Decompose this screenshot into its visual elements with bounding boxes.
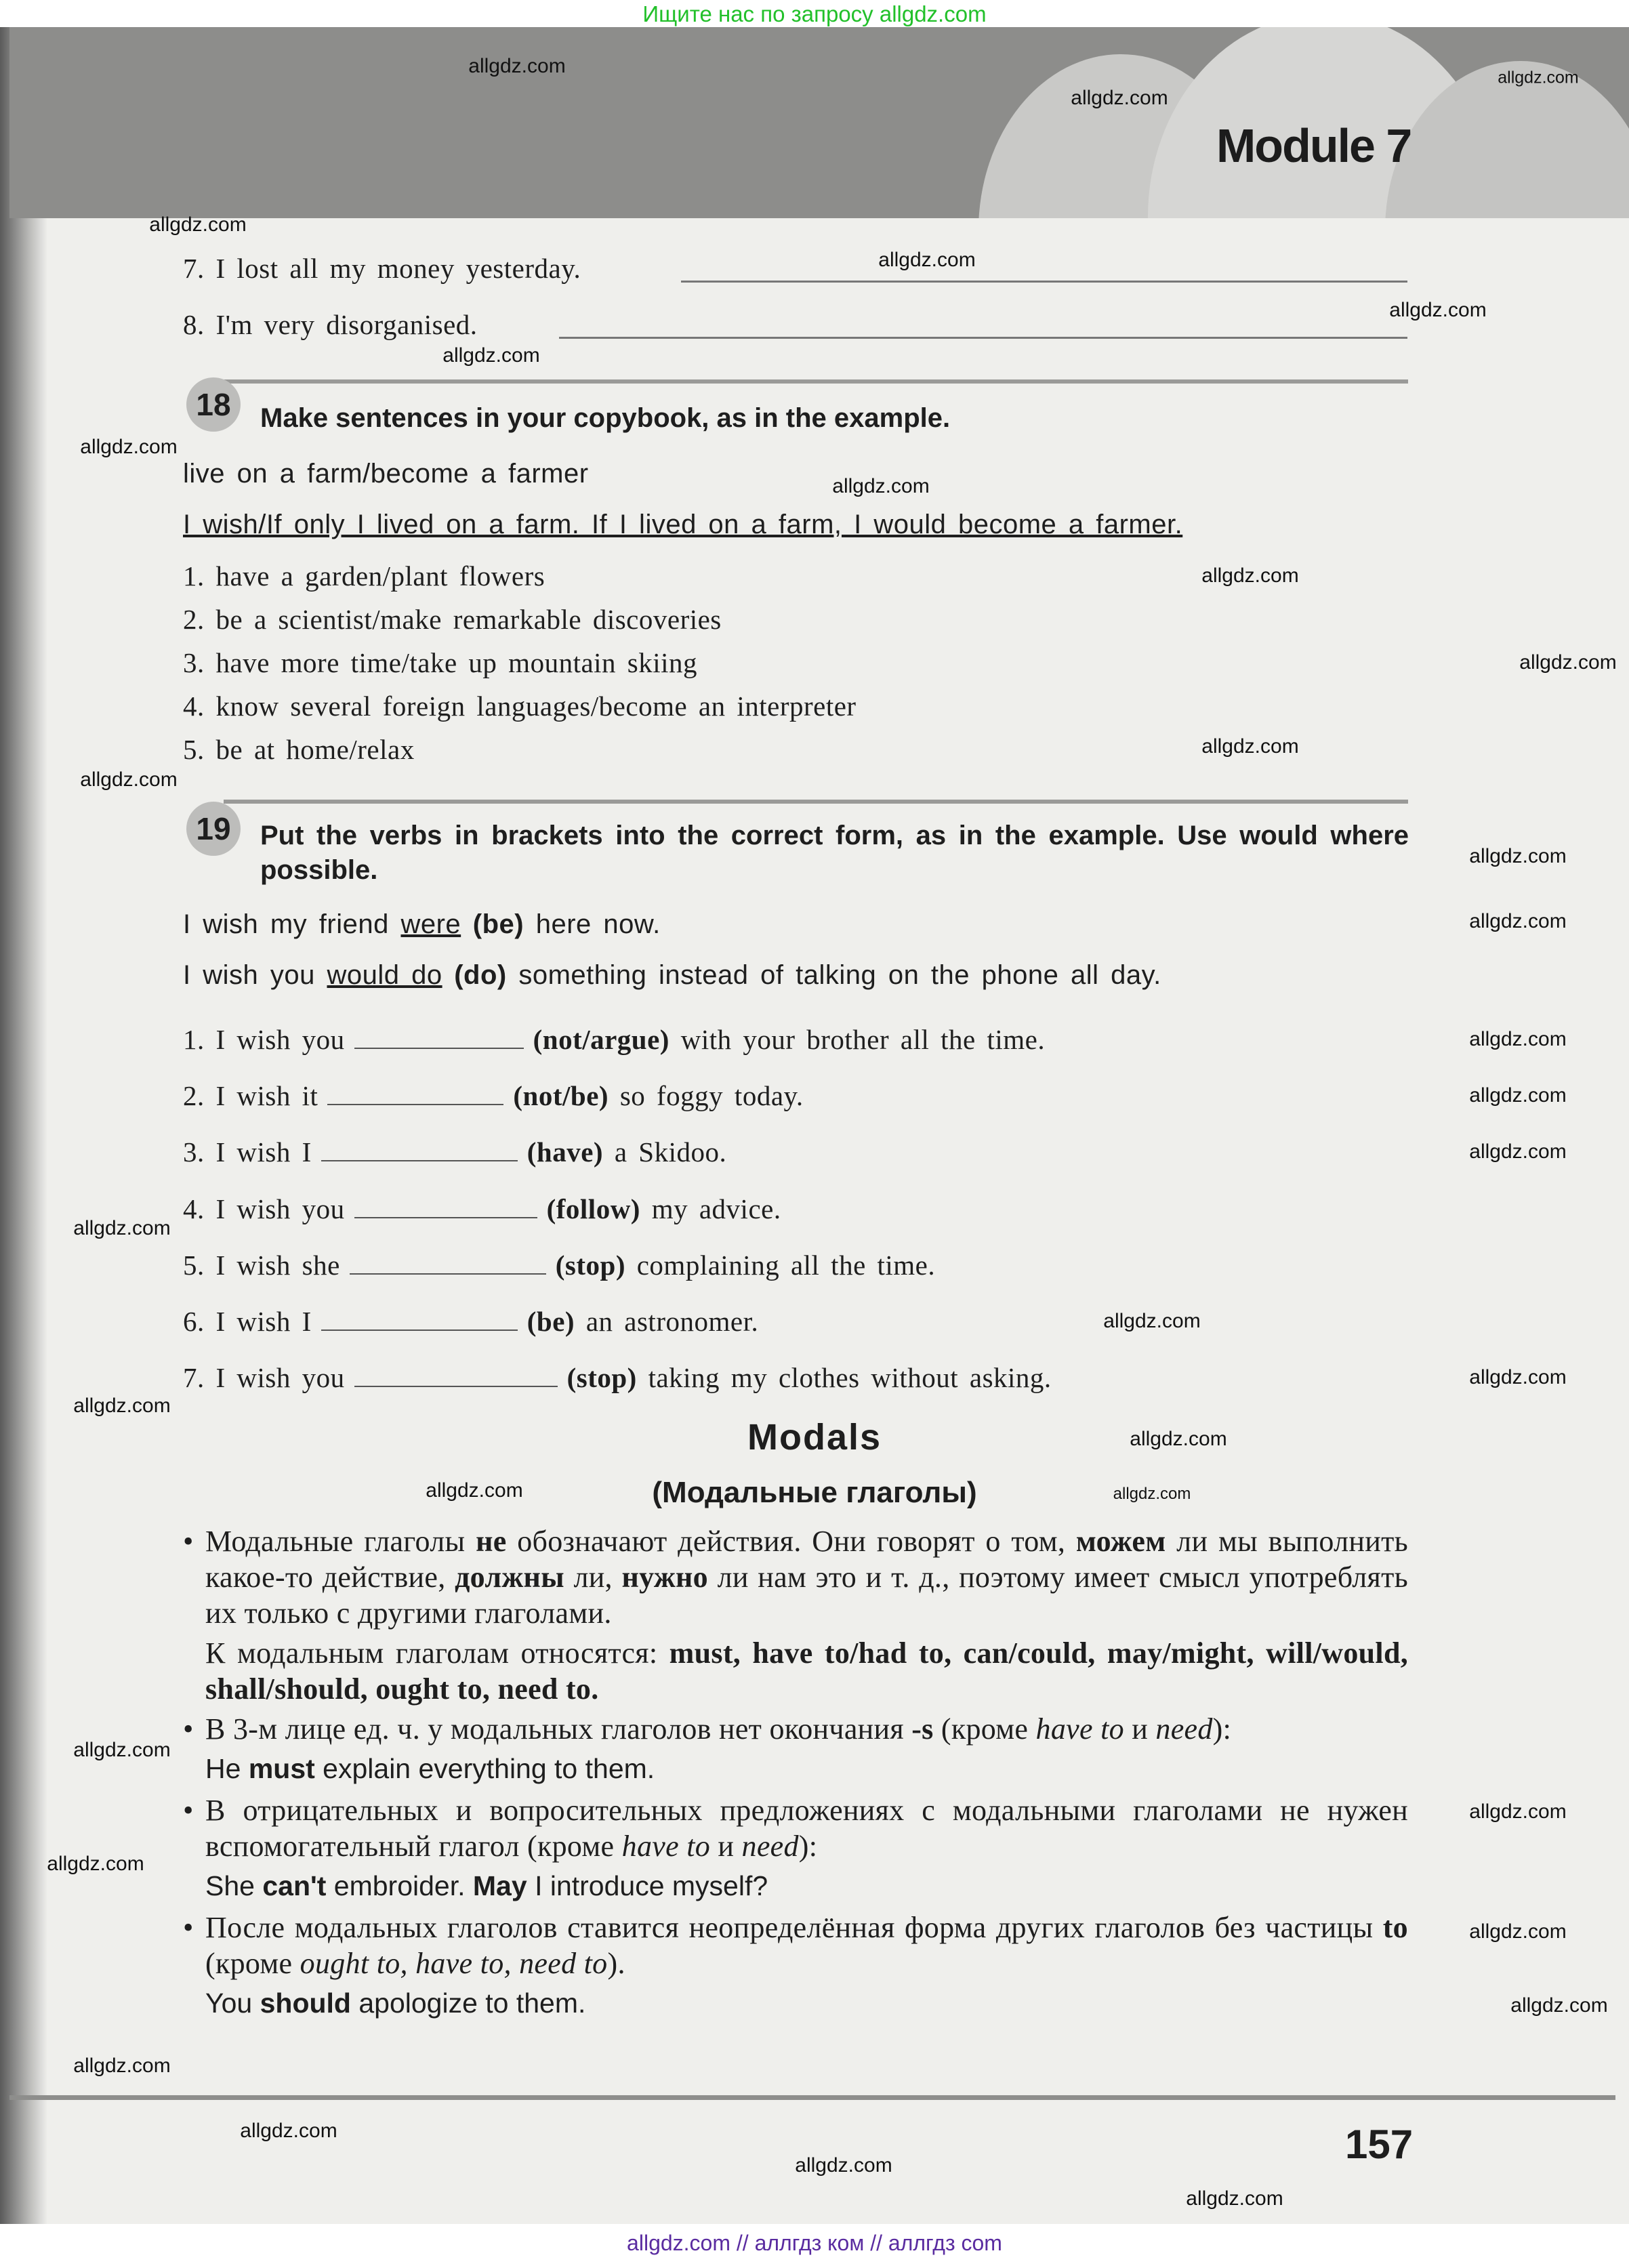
- answer-blank[interactable]: [350, 1250, 546, 1275]
- answer-line: [559, 337, 1407, 339]
- footer-rule: [9, 2095, 1615, 2100]
- watermark: allgdz.com: [468, 55, 566, 77]
- watermark: allgdz.com: [1469, 845, 1567, 867]
- modals-subtitle: (Модальные глаголы): [652, 1476, 977, 1509]
- modals-example-3: You should apologize to them.: [205, 1987, 586, 2019]
- prev-item-8: 8. I'm very disorganised.: [183, 309, 478, 340]
- module-title: Module 7: [1216, 119, 1411, 172]
- watermark: allgdz.com: [1498, 68, 1579, 87]
- watermark: allgdz.com: [1469, 910, 1567, 932]
- modals-rule-4: • После модальных глаголов ставится неопределённая форма других глаголов без частицы to (кроме ought to, have to, need to).: [183, 1910, 1408, 1981]
- page-binding-shadow: [0, 27, 47, 2226]
- exercise-18-item: 5. be at home/relax: [183, 734, 415, 765]
- answer-line: [681, 281, 1407, 283]
- modals-example-2: She can't embroider. May I introduce myself?: [205, 1870, 768, 1901]
- exercise-19-item: 7. I wish you (stop) taking my clothes without asking.: [183, 1362, 1052, 1393]
- modals-title: Modals: [747, 1417, 882, 1458]
- watermark: allgdz.com: [442, 344, 540, 367]
- exercise-19-item: 4. I wish you (follow) my advice.: [183, 1193, 781, 1224]
- watermark: allgdz.com: [1389, 299, 1487, 321]
- exercise-number-badge: 18: [186, 377, 241, 432]
- answer-blank[interactable]: [354, 1025, 524, 1049]
- watermark: allgdz.com: [426, 1479, 523, 1502]
- section-divider: [224, 379, 1408, 384]
- page-number: 157: [1345, 2122, 1414, 2167]
- exercise-18-item: 2. be a scientist/make remarkable discoveries: [183, 604, 722, 635]
- watermark: allgdz.com: [73, 2055, 171, 2077]
- watermark: allgdz.com: [1103, 1310, 1201, 1332]
- exercise-19-item: 1. I wish you (not/argue) with your brother all the time.: [183, 1024, 1046, 1055]
- answer-blank[interactable]: [354, 1194, 537, 1218]
- exercise-18-item: 1. have a garden/plant flowers: [183, 560, 545, 592]
- exercise-19-item: 5. I wish she (stop) complaining all the time.: [183, 1250, 936, 1281]
- section-divider: [224, 800, 1408, 804]
- modals-rule-2: • В 3-м лице ед. ч. у модальных глаголов нет окончания -s (кроме have to и need):: [183, 1711, 1408, 1747]
- watermark: allgdz.com: [1469, 1084, 1567, 1107]
- watermark: allgdz.com: [1469, 1028, 1567, 1050]
- watermark: allgdz.com: [795, 2154, 892, 2177]
- watermark: allgdz.com: [80, 436, 178, 458]
- exercise-19-example-2: I wish you would do (do) something instead of talking on the phone all day.: [183, 960, 1161, 990]
- watermark: allgdz.com: [1201, 564, 1299, 587]
- watermark: allgdz.com: [1201, 735, 1299, 758]
- modals-example-1: He must explain everything to them.: [205, 1753, 655, 1784]
- watermark: allgdz.com: [1469, 1366, 1567, 1388]
- exercise-18-item: 4. know several foreign languages/become an interpreter: [183, 690, 857, 722]
- watermark: allgdz.com: [1469, 1800, 1567, 1823]
- watermark: allgdz.com: [832, 475, 930, 497]
- exercise-19-instruction: Put the verbs in brackets into the correct form, as in the example. Use would where possible.: [260, 821, 1409, 885]
- exercise-19-item: 3. I wish I (have) a Skidoo.: [183, 1136, 727, 1168]
- watermark: allgdz.com: [47, 1853, 144, 1875]
- answer-blank[interactable]: [327, 1081, 503, 1105]
- exercise-19-item: 6. I wish I (be) an astronomer.: [183, 1306, 759, 1337]
- answer-blank[interactable]: [354, 1363, 558, 1387]
- watermark: allgdz.com: [73, 1395, 171, 1417]
- exercise-18-prompt: live on a farm/become a farmer: [183, 459, 589, 489]
- top-promo-text: Ищите нас по запросу allgdz.com: [642, 1, 987, 26]
- watermark: allgdz.com: [878, 249, 976, 271]
- exercise-19-example-1: I wish my friend were (be) here now.: [183, 909, 661, 939]
- watermark: allgdz.com: [80, 768, 178, 791]
- watermark: allgdz.com: [1071, 87, 1168, 109]
- exercise-18-example: I wish/If only I lived on a farm. If I lived on a farm, I would become a farmer.: [183, 510, 1183, 539]
- watermark: allgdz.com: [1130, 1428, 1227, 1450]
- watermark: allgdz.com: [1519, 651, 1617, 674]
- watermark: allgdz.com: [240, 2120, 337, 2142]
- answer-blank[interactable]: [321, 1137, 518, 1161]
- answer-blank[interactable]: [321, 1306, 518, 1331]
- modals-list: К модальным глаголам относятся: must, have to/had to, can/could, may/might, will/would, shall/should, ought to, need to.: [205, 1636, 1409, 1706]
- modals-rule-3: • В отрицательных и вопросительных предложениях с модальными глаголами не нужен вспомогательный глагол (кроме have to и need):: [183, 1792, 1408, 1864]
- exercise-18-item: 3. have more time/take up mountain skiing: [183, 647, 698, 678]
- exercise-19-item: 2. I wish it (not/be) so foggy today.: [183, 1080, 804, 1111]
- exercise-18-instruction: Make sentences in your copybook, as in the example.: [260, 403, 951, 433]
- modals-rule-1: • Модальные глаголы не обозначают действия. Они говорят о том, можем ли мы выполнить какое-то действие, должны ли, нужно ли нам это и т. д., поэтому имеет смысл употреблять их только с другими глаголами.: [183, 1523, 1408, 1631]
- watermark: allgdz.com: [1113, 1485, 1191, 1503]
- watermark: allgdz.com: [149, 213, 247, 236]
- watermark: allgdz.com: [1469, 1140, 1567, 1163]
- watermark: allgdz.com: [1186, 2187, 1283, 2210]
- prev-item-7: 7. I lost all my money yesterday.: [183, 253, 581, 284]
- watermark: allgdz.com: [1510, 1994, 1608, 2017]
- watermark: allgdz.com: [1469, 1920, 1567, 1943]
- modals-body: [183, 1523, 1408, 2027]
- exercise-number-badge: 19: [186, 802, 241, 856]
- watermark: allgdz.com: [73, 1217, 171, 1239]
- bottom-promo-text: allgdz.com // аллгдз ком // аллгдз com: [627, 2231, 1002, 2255]
- watermark: allgdz.com: [73, 1739, 171, 1761]
